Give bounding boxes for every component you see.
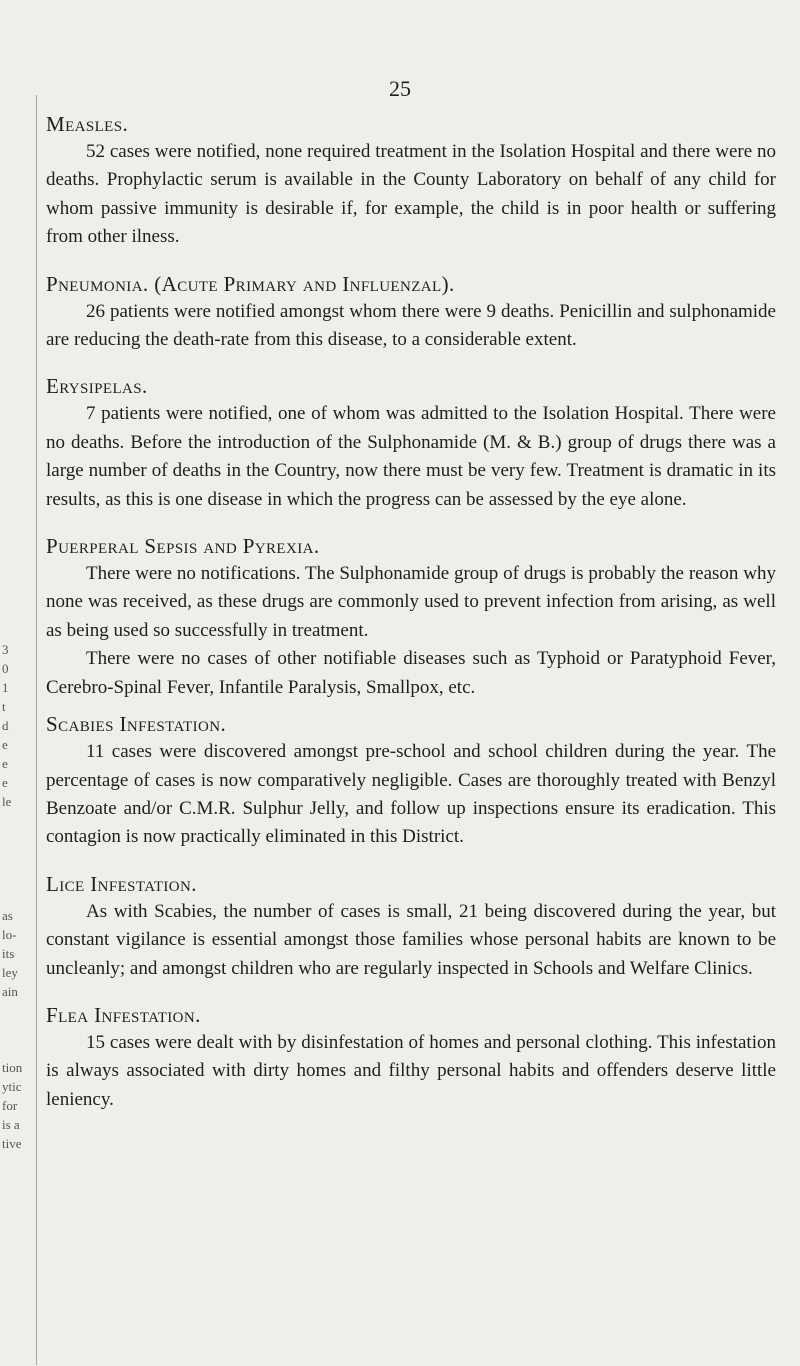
edge-mark	[2, 830, 36, 849]
edge-mark: e	[2, 737, 8, 752]
edge-mark: ytic	[2, 1079, 22, 1094]
edge-mark	[2, 1020, 36, 1039]
edge-mark: d	[2, 718, 9, 733]
section-heading: Erysipelas.	[46, 374, 148, 399]
document-body	[46, 110, 776, 1132]
edge-mark: tive	[2, 1136, 22, 1151]
section-lice-infestation	[46, 870, 776, 983]
edge-mark	[2, 849, 36, 868]
section-heading: Measles.	[46, 112, 129, 136]
edge-mark: as	[2, 908, 13, 923]
edge-mark	[2, 868, 36, 887]
edge-mark: is a	[2, 1117, 20, 1132]
edge-mark: tion	[2, 1060, 23, 1075]
section-paragraph: There were no notifications. The Sulphonamide group of drugs is probably the reason why none was received, as these drugs are commonly used to prevent infection from arising, as well as being used so successfully in treatment.	[46, 563, 776, 641]
edge-mark	[2, 1039, 36, 1058]
section-heading: Pneumonia. (Acute Primary and Influenzal).	[46, 271, 455, 296]
page-number: 25	[389, 76, 411, 101]
section-paragraph: As with Scabies, the number of cases is small, 21 being discovered during the year, but constant vigilance is essential amongst those families whose personal habits are known to be uncleanly; and amongst children who are regularly inspected in Schools and Welfare Clinics.	[46, 900, 776, 979]
edge-mark: for	[2, 1098, 18, 1113]
edge-mark: e	[2, 756, 8, 771]
edge-mark: ley	[2, 965, 18, 980]
edge-mark: e	[2, 775, 8, 790]
section-scabies-infestation	[46, 710, 776, 852]
binding-gutter-line	[36, 95, 37, 1365]
edge-mark: 1	[2, 680, 9, 695]
section-paragraph: 11 cases were discovered amongst pre-school and school children during the year. The percentage of cases is now comparatively negligible. Cases are thoroughly treated with Benzyl Benzoate and/or C.M.R. Sulphur Jelly, and follow up inspections ensure its eradication. This contagion is now practically eliminated in this District.	[46, 741, 776, 848]
section-heading: Lice Infestation.	[46, 871, 197, 896]
edge-mark: le	[2, 794, 12, 809]
section-erysipelas	[46, 372, 776, 514]
section-puerperal-sepsis-and-pyrexia	[46, 532, 776, 702]
edge-mark: ain	[2, 984, 18, 999]
section-paragraph: 52 cases were notified, none required treatment in the Isolation Hospital and there were no deaths. Prophylactic serum is available in the County Laboratory on behalf of any child for whom passive immunity is desirable if, for example, the child is in poor health or suffering from other ilness.	[46, 141, 776, 248]
edge-mark: lo-	[2, 927, 17, 942]
section-paragraph: There were no cases of other notifiable diseases such as Typhoid or Paratyphoid Fever, Cerebro-Spinal Fever, Infantile Paralysis, Smallpox, etc.	[46, 648, 776, 698]
edge-mark: t	[2, 699, 6, 714]
edge-mark	[2, 1001, 36, 1020]
edge-mark: 0	[2, 661, 9, 676]
section-flea-infestation	[46, 1001, 776, 1114]
edge-mark	[2, 887, 36, 906]
edge-mark: its	[2, 946, 15, 961]
section-paragraph: 26 patients were notified amongst whom there were 9 deaths. Penicillin and sulphonamide are reducing the death-rate from this disease, to a considerable extent.	[46, 300, 776, 351]
section-pneumonia	[46, 270, 776, 355]
section-measles	[46, 110, 776, 252]
section-heading: Puerperal Sepsis and Pyrexia.	[46, 534, 320, 559]
section-heading: Flea Infestation.	[46, 1002, 201, 1027]
edge-mark: 3	[2, 642, 9, 657]
section-paragraph: 15 cases were dealt with by disinfestation of homes and personal clothing. This infestation is always associated with dirty homes and filthy personal habits and offenders deserve little leniency.	[46, 1031, 776, 1110]
section-paragraph: 7 patients were notified, one of whom was admitted to the Isolation Hospital. There were no deaths. Before the introduction of the Sulphonamide (M. & B.) group of drugs there was a large number of deaths in the Country, now there must be very few. Treatment is dramatic in its results, as this is one disease in which the progress can be assessed by the eye alone.	[46, 403, 776, 510]
edge-mark	[2, 811, 36, 830]
adjacent-page-edge-text	[2, 640, 36, 1153]
section-heading: Scabies Infestation.	[46, 712, 227, 737]
